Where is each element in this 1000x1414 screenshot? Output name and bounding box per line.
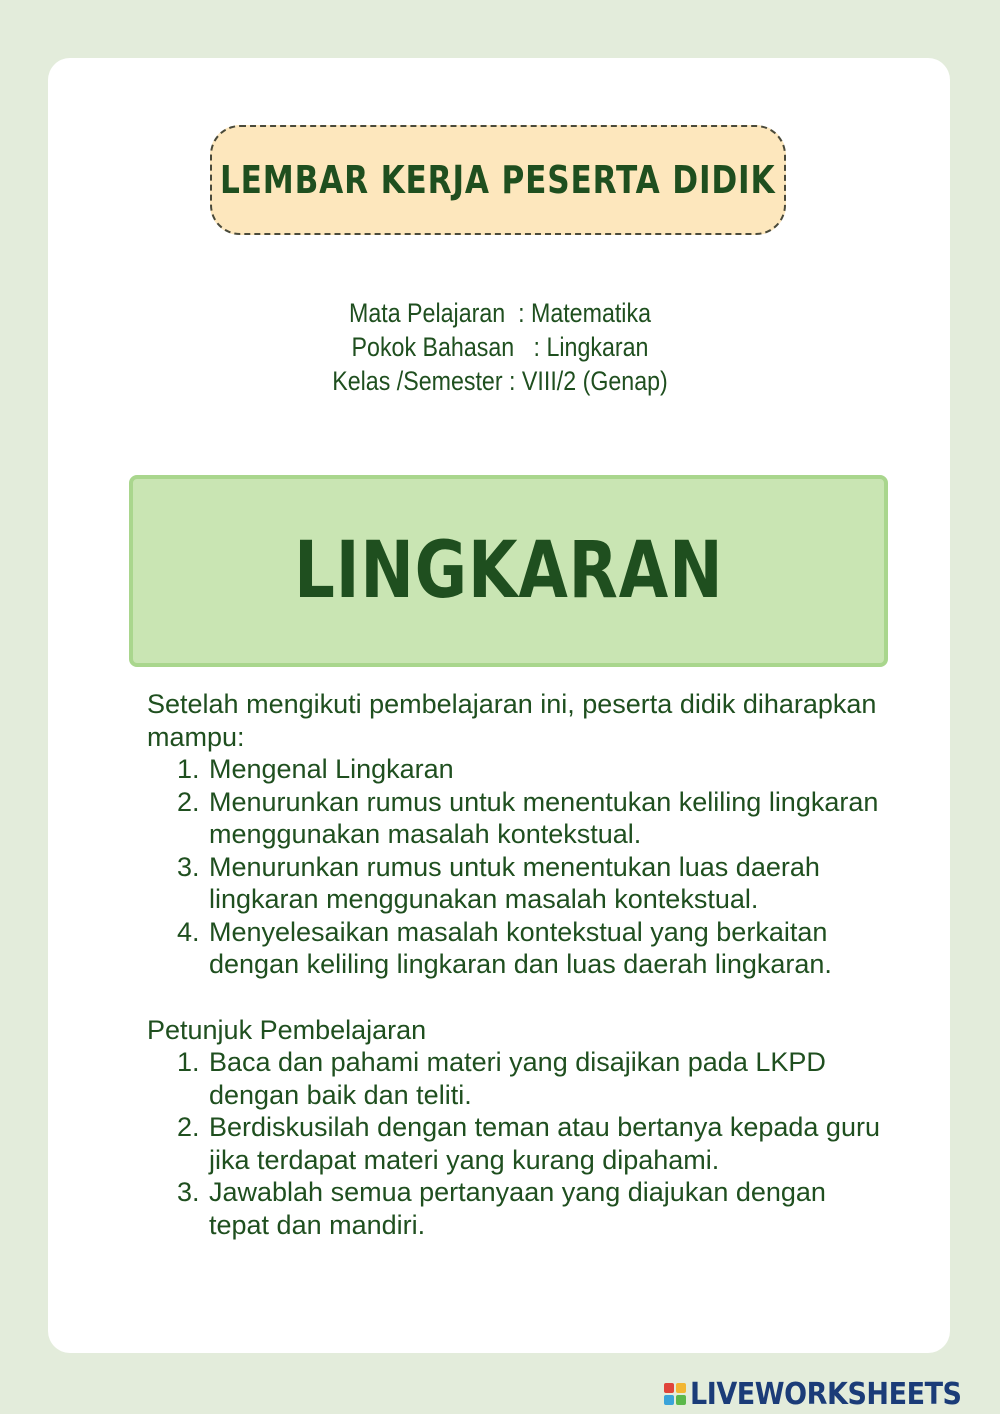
meta-topic: Pokok Bahasan : Lingkaran xyxy=(351,332,649,362)
section-spacer xyxy=(147,981,887,1014)
instructions-list xyxy=(147,1046,887,1241)
objective-item: 1. Mengenal Lingkaran xyxy=(207,753,887,786)
liveworksheets-logo-icon xyxy=(664,1383,686,1405)
liveworksheets-logo[interactable] xyxy=(664,1374,992,1414)
objective-item: 3. Menurunkan rumus untuk menentukan luas daerah lingkaran menggunakan masalah kontekstual. xyxy=(207,851,887,916)
meta-class: Kelas /Semester : VIII/2 (Genap) xyxy=(332,366,668,396)
worksheet-body xyxy=(147,688,887,1241)
worksheet-title-badge xyxy=(210,125,786,235)
instruction-item: 3. Jawablah semua pertanyaan yang diajukan dengan tepat dan mandiri. xyxy=(207,1176,887,1241)
liveworksheets-brand: LIVEWORKSHEETS xyxy=(690,1376,962,1412)
meta-subject: Mata Pelajaran : Matematika xyxy=(348,298,651,328)
instructions-heading: Petunjuk Pembelajaran xyxy=(147,1014,427,1045)
worksheet-meta xyxy=(0,296,1000,398)
topic-title: LINGKARAN xyxy=(293,526,724,616)
objective-item: 2. Menurunkan rumus untuk menentukan keliling lingkaran menggunakan masalah kontekstual. xyxy=(207,786,887,851)
topic-banner xyxy=(129,475,888,667)
objectives-intro: Setelah mengikuti pembelajaran ini, peserta didik diharapkan mampu: xyxy=(147,689,877,752)
objective-item: 4. Menyelesaikan masalah kontekstual yang berkaitan dengan keliling lingkaran dan luas daerah lingkaran. xyxy=(207,916,887,981)
instruction-item: 1. Baca dan pahami materi yang disajikan pada LKPD dengan baik dan teliti. xyxy=(207,1046,887,1111)
worksheet-title: LEMBAR KERJA PESERTA DIDIK xyxy=(220,158,776,202)
objectives-list xyxy=(147,753,887,981)
instruction-item: 2. Berdiskusilah dengan teman atau bertanya kepada guru jika terdapat materi yang kurang dipahami. xyxy=(207,1111,887,1176)
